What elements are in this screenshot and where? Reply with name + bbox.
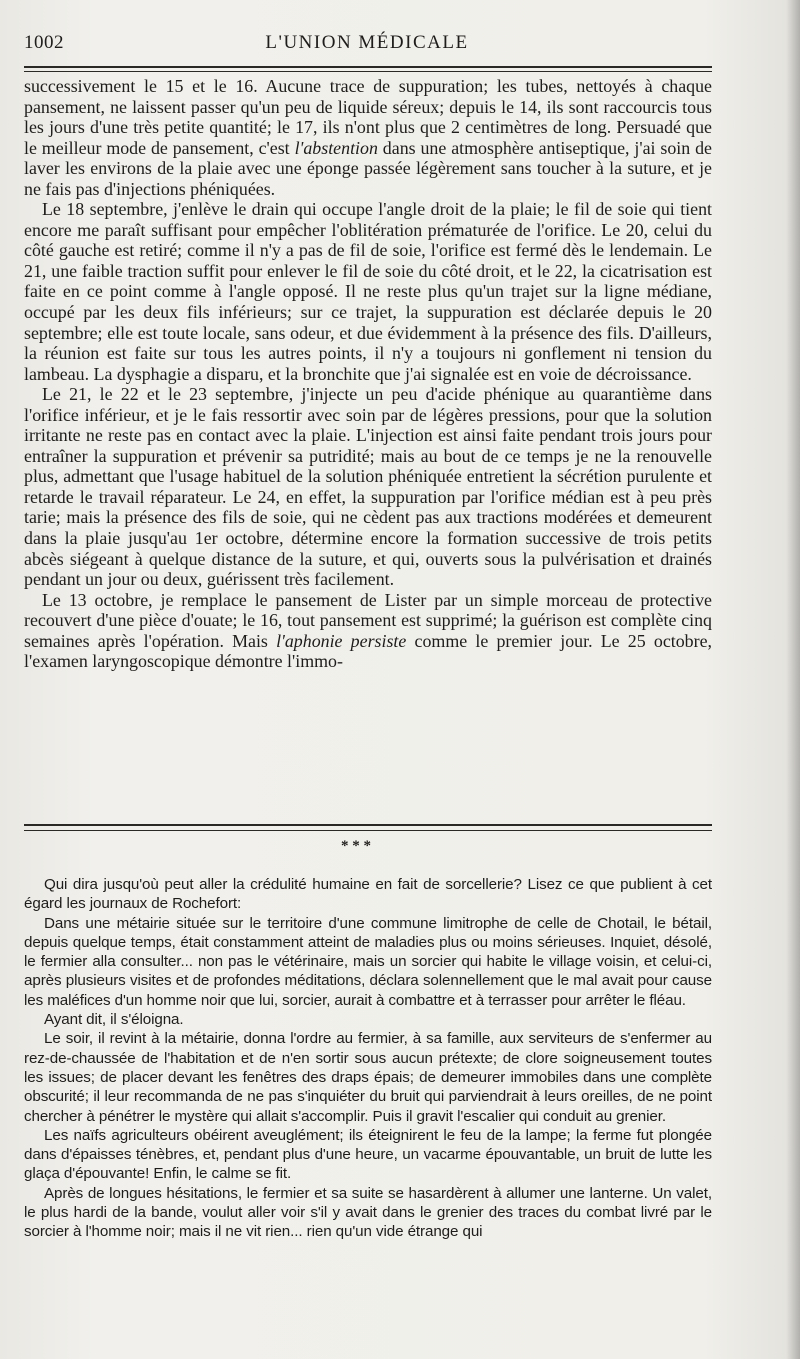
anecdote-paragraph-4: Le soir, il revint à la métairie, donna l'ordre au fermier, à sa famille, aux serviteurs de s'enfermer au rez-de-chaussée de l'habitation et de n'en sortir sous aucun prétexte; de clore soigneusement toutes les issues; de placer devant les fenêtres des draps épais; de demeurer immobiles dans une complète obscurité; il leur recommanda de ne pas s'inquiéter du bruit qui parviendrait à leurs oreilles, de ne point chercher à pénétrer le mystère qui allait s'accomplir. Puis il gravit l'escalier qui conduit au grenier. — [24, 1030, 712, 1125]
text-run: comme le premier jour. Le 25 octobre, l'examen laryngoscopique démontre l'immo- — [24, 630, 712, 672]
header-rule-thin — [24, 71, 712, 72]
article-paragraph-4 — [24, 590, 712, 672]
article-paragraph-3: Le 21, le 22 et le 23 septembre, j'injecte un peu d'acide phénique au quarantième dans l'orifice inférieur, et je le fais ressortir avec soin par de légères pressions, pour que la solution irritante ne reste pas en contact avec la plaie. L'injection est ainsi faite pendant trois jours pour entraîner la suppuration et prévenir sa putridité; mais au bout de ce temps je ne la renouvelle plus, admettant que l'usage habituel de la solution phéniquée entretient la sécrétion purulente et retarde le travail réparateur. Le 24, en effet, la suppuration par l'orifice médian est à peu près tarie; mais la présence des fils de soie, qui ne cèdent pas aux tractions modérées et demeurent dans la plaie jusqu'au 1er octobre, détermine encore la formation successive de trois petits abcès siégeant à quelque distance de la suture, et qui, ouverts sous la pulvérisation et drainés pendant un jour ou deux, guérissent très facilement. — [24, 384, 712, 590]
article-paragraph-1 — [24, 76, 712, 199]
italic-term: l'abstention — [294, 137, 378, 158]
anecdote-body — [24, 875, 712, 1242]
asterism: * * * — [341, 838, 371, 854]
text-run: successivement le 15 et le 16. Aucune trace de suppuration; les tubes, nettoyés à chaque pansement, ne laissent passer qu'un peu de liquide séreux; depuis le 14, ils sont raccourcis tous les jours d'une très petite quantité; le 17, ils n'ont plus que 2 centimètres de long. Persuadé que le meilleur mode de pansement, c'est — [24, 76, 712, 158]
page-edge-shadow — [786, 0, 800, 1359]
italic-term: l'aphonie persiste — [276, 630, 407, 651]
anecdote-paragraph-1: Qui dira jusqu'où peut aller la crédulité humaine en fait de sorcellerie? Lisez ce que publient à cet égard les journaux de Rochefort: — [24, 876, 712, 913]
running-title: L'UNION MÉDICALE — [265, 32, 469, 53]
article-paragraph-2: Le 18 septembre, j'enlève le drain qui occupe l'angle droit de la plaie; le fil de soie qui tient encore me paraît suffisant pour empêcher l'oblitération prématurée de l'orifice. Le 20, celui du côté gauche est retiré; comme il n'y a pas de fil de soie, l'orifice est fermé dès le lendemain. Le 21, une faible traction suffit pour enlever le fil de soie du côté droit, et le 22, la cicatrisation est faite en ce point comme à l'angle opposé. Il ne reste plus qu'un trajet sur la ligne médiane, occupé par les deux fils inférieurs; sur ce trajet, la suppuration est déclarée depuis le 20 septembre; elle est toute locale, sans odeur, et due évidemment à la présence des fils. D'ailleurs, la réunion est faite sur tous les autres points, il n'y a toujours ni gonflement ni tension du lambeau. La dysphagie a disparu, et la bronchite que j'ai signalée est en voie de décroissance. — [24, 199, 712, 384]
article-body — [24, 76, 712, 672]
section-rule-thick — [24, 824, 712, 826]
text-run: Le 13 octobre, je remplace le pansement de Lister par un simple morceau de protective recouvert d'une pièce d'ouate; le 16, tout pansement est supprimé; la guérison est complète cinq semaines après l'opération. Mais — [24, 589, 712, 651]
anecdote-paragraph-6: Après de longues hésitations, le fermier et sa suite se hasardèrent à allumer une lanterne. Un valet, le plus hardi de la bande, voulut aller voir s'il y avait dans le grenier des traces du combat livré par le sorcier à l'homme noir; mais il ne vit rien... rien qu'un vide étrange qui — [24, 1184, 712, 1241]
page-number: 1002 — [24, 32, 64, 53]
text-run: dans une atmosphère antiseptique, j'ai soin de laver les environs de la plaie avec une éponge passée légèrement sans toucher à la suture, et je ne fais pas d'injections phéniquées. — [24, 137, 713, 199]
anecdote-paragraph-5: Les naïfs agriculteurs obéirent aveuglément; ils éteignirent le feu de la lampe; la ferme fut plongée dans d'épaisses ténèbres, et, pendant plus d'une heure, un vacarme épouvantable, un bruit de lutte les glaça d'épouvante! Enfin, le calme se fit. — [24, 1126, 712, 1183]
anecdote-paragraph-3: Ayant dit, il s'éloigna. — [44, 1011, 184, 1029]
section-rule-thin — [24, 830, 712, 831]
header-rule-thick — [24, 66, 712, 68]
anecdote-paragraph-2: Dans une métairie située sur le territoire d'une commune limitrophe de celle de Chotail, le bétail, depuis quelque temps, était constamment atteint de maladies plus ou moins sérieuses. Inquiet, désolé, le fermier alla consulter... non pas le vétérinaire, mais un sorcier qui habite le village voisin, et celui-ci, après plusieurs visites et de profondes méditations, déclara solennellement que le mal avait pour cause les maléfices d'un homme noir que lui, sorcier, aurait à combattre et à terrasser pour arrêter le fléau. — [24, 914, 712, 1009]
page-header — [24, 30, 710, 60]
